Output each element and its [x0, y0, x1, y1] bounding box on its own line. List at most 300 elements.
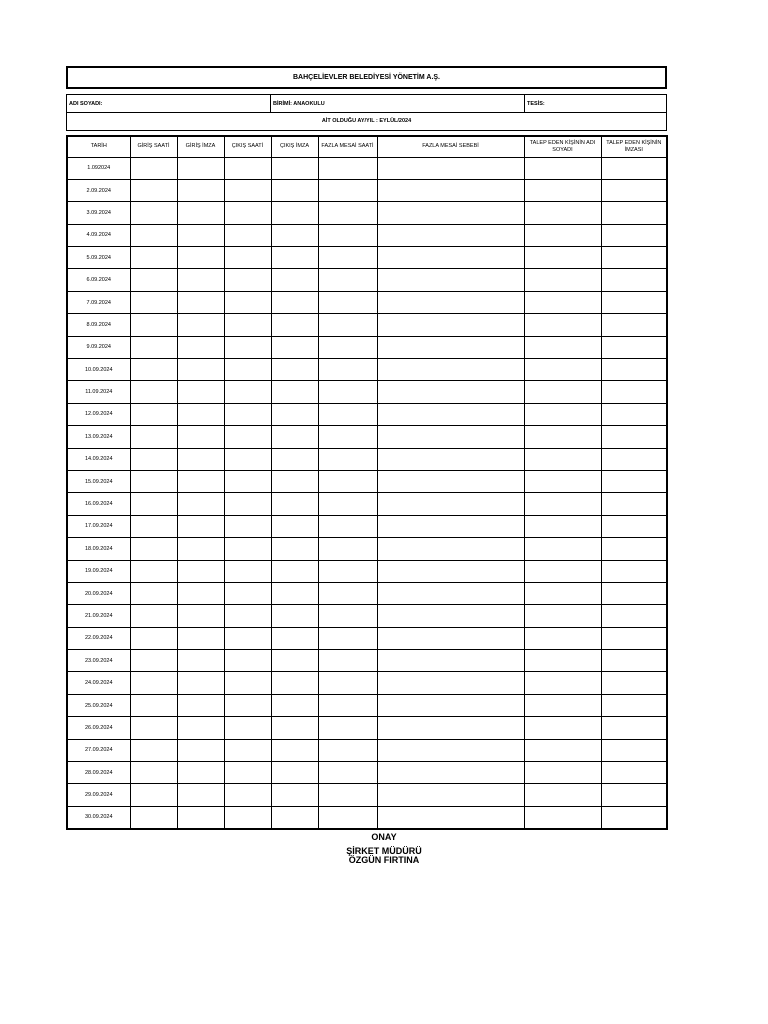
entry-cell[interactable]: [524, 403, 601, 425]
table-row: [67, 381, 667, 403]
entry-cell[interactable]: [224, 694, 271, 716]
entry-cell[interactable]: [601, 269, 667, 291]
entry-cell[interactable]: [177, 694, 224, 716]
entry-cell[interactable]: [524, 448, 601, 470]
entry-cell[interactable]: [224, 359, 271, 381]
entry-cell[interactable]: [177, 359, 224, 381]
entry-cell[interactable]: [224, 717, 271, 739]
entry-cell[interactable]: [130, 694, 177, 716]
entry-cell[interactable]: [377, 560, 524, 582]
entry-cell[interactable]: [318, 336, 377, 358]
entry-cell[interactable]: [377, 762, 524, 784]
entry-cell[interactable]: [224, 560, 271, 582]
table-row: [67, 202, 667, 224]
entry-cell[interactable]: [377, 179, 524, 201]
entry-cell[interactable]: [318, 806, 377, 828]
entry-cell[interactable]: [224, 291, 271, 313]
entry-cell[interactable]: [524, 179, 601, 201]
table-header-row: [67, 136, 667, 157]
entry-cell[interactable]: [318, 426, 377, 448]
entry-cell[interactable]: [224, 627, 271, 649]
entry-cell[interactable]: [224, 224, 271, 246]
entry-cell[interactable]: [601, 717, 667, 739]
date-cell: 4.09.2024: [67, 224, 130, 246]
date-cell: 28.09.2024: [67, 762, 130, 784]
entry-cell[interactable]: [271, 762, 318, 784]
entry-cell[interactable]: [177, 470, 224, 492]
entry-cell[interactable]: [271, 605, 318, 627]
entry-cell[interactable]: [601, 627, 667, 649]
entry-cell[interactable]: [377, 269, 524, 291]
entry-cell[interactable]: [177, 515, 224, 537]
entry-cell[interactable]: [318, 314, 377, 336]
entry-cell[interactable]: [318, 560, 377, 582]
entry-cell[interactable]: [130, 717, 177, 739]
entry-cell[interactable]: [601, 381, 667, 403]
table-row: [67, 448, 667, 470]
entry-cell[interactable]: [224, 493, 271, 515]
entry-cell[interactable]: [318, 694, 377, 716]
table-row: [67, 157, 667, 179]
entry-cell[interactable]: [130, 179, 177, 201]
entry-cell[interactable]: [318, 739, 377, 761]
entry-cell[interactable]: [177, 179, 224, 201]
entry-cell[interactable]: [224, 470, 271, 492]
entry-cell[interactable]: [271, 694, 318, 716]
entry-cell[interactable]: [177, 717, 224, 739]
entry-cell[interactable]: [601, 762, 667, 784]
entry-cell[interactable]: [177, 247, 224, 269]
entry-cell[interactable]: [601, 470, 667, 492]
table-row: [67, 269, 667, 291]
entry-cell[interactable]: [130, 359, 177, 381]
entry-cell[interactable]: [601, 336, 667, 358]
date-cell: 10.09.2024: [67, 359, 130, 381]
table-row: [67, 582, 667, 604]
entry-cell[interactable]: [524, 157, 601, 179]
entry-cell[interactable]: [377, 493, 524, 515]
entry-cell[interactable]: [524, 224, 601, 246]
entry-cell[interactable]: [377, 739, 524, 761]
table-row: [67, 247, 667, 269]
entry-cell[interactable]: [524, 560, 601, 582]
entry-cell[interactable]: [224, 202, 271, 224]
entry-cell[interactable]: [318, 605, 377, 627]
entry-cell[interactable]: [377, 582, 524, 604]
table-row: [67, 403, 667, 425]
entry-cell[interactable]: [318, 202, 377, 224]
entry-cell[interactable]: [377, 426, 524, 448]
table-row: [67, 627, 667, 649]
entry-cell[interactable]: [271, 202, 318, 224]
date-cell: 3.09.2024: [67, 202, 130, 224]
entry-cell[interactable]: [377, 672, 524, 694]
entry-cell[interactable]: [524, 381, 601, 403]
entry-cell[interactable]: [177, 403, 224, 425]
date-cell: 1.092024: [67, 157, 130, 179]
entry-cell[interactable]: [271, 784, 318, 806]
entry-cell[interactable]: [177, 448, 224, 470]
entry-cell[interactable]: [318, 582, 377, 604]
entry-cell[interactable]: [318, 627, 377, 649]
date-cell: 22.09.2024: [67, 627, 130, 649]
entry-cell[interactable]: [318, 493, 377, 515]
entry-cell[interactable]: [524, 269, 601, 291]
entry-cell[interactable]: [130, 291, 177, 313]
entry-cell[interactable]: [601, 426, 667, 448]
entry-cell[interactable]: [524, 672, 601, 694]
entry-cell[interactable]: [271, 269, 318, 291]
entry-cell[interactable]: [224, 762, 271, 784]
table-row: [67, 784, 667, 806]
entry-cell[interactable]: [271, 739, 318, 761]
employee-info-box: [66, 94, 667, 131]
entry-cell[interactable]: [271, 291, 318, 313]
entry-cell[interactable]: [177, 493, 224, 515]
entry-cell[interactable]: [271, 515, 318, 537]
entry-cell[interactable]: [377, 247, 524, 269]
entry-cell[interactable]: [377, 650, 524, 672]
entry-cell[interactable]: [601, 784, 667, 806]
entry-cell[interactable]: [130, 627, 177, 649]
column-header: GİRİŞ İMZA: [177, 136, 224, 157]
entry-cell[interactable]: [601, 359, 667, 381]
entry-cell[interactable]: [130, 605, 177, 627]
entry-cell[interactable]: [377, 157, 524, 179]
entry-cell[interactable]: [601, 560, 667, 582]
entry-cell[interactable]: [177, 560, 224, 582]
entry-cell[interactable]: [177, 538, 224, 560]
entry-cell[interactable]: [524, 336, 601, 358]
entry-cell[interactable]: [224, 784, 271, 806]
entry-cell[interactable]: [130, 762, 177, 784]
entry-cell[interactable]: [130, 448, 177, 470]
entry-cell[interactable]: [177, 291, 224, 313]
entry-cell[interactable]: [524, 582, 601, 604]
entry-cell[interactable]: [177, 739, 224, 761]
entry-cell[interactable]: [130, 426, 177, 448]
entry-cell[interactable]: [224, 336, 271, 358]
entry-cell[interactable]: [271, 582, 318, 604]
entry-cell[interactable]: [318, 179, 377, 201]
date-cell: 5.09.2024: [67, 247, 130, 269]
entry-cell[interactable]: [601, 157, 667, 179]
entry-cell[interactable]: [318, 448, 377, 470]
entry-cell[interactable]: [224, 538, 271, 560]
entry-cell[interactable]: [318, 403, 377, 425]
entry-cell[interactable]: [271, 493, 318, 515]
entry-cell[interactable]: [524, 650, 601, 672]
entry-cell[interactable]: [130, 650, 177, 672]
entry-cell[interactable]: [601, 515, 667, 537]
date-cell: 13.09.2024: [67, 426, 130, 448]
entry-cell[interactable]: [130, 806, 177, 828]
date-cell: 24.09.2024: [67, 672, 130, 694]
date-cell: 23.09.2024: [67, 650, 130, 672]
entry-cell[interactable]: [271, 157, 318, 179]
entry-cell[interactable]: [601, 403, 667, 425]
entry-cell[interactable]: [130, 314, 177, 336]
entry-cell[interactable]: [601, 650, 667, 672]
date-cell: 17.09.2024: [67, 515, 130, 537]
entry-cell[interactable]: [524, 538, 601, 560]
entry-cell[interactable]: [130, 224, 177, 246]
table-row: [67, 806, 667, 828]
entry-cell[interactable]: [601, 291, 667, 313]
entry-cell[interactable]: [524, 627, 601, 649]
entry-cell[interactable]: [271, 224, 318, 246]
entry-cell[interactable]: [177, 269, 224, 291]
entry-cell[interactable]: [524, 470, 601, 492]
entry-cell[interactable]: [271, 538, 318, 560]
entry-cell[interactable]: [271, 627, 318, 649]
table-row: [67, 426, 667, 448]
entry-cell[interactable]: [318, 762, 377, 784]
entry-cell[interactable]: [601, 672, 667, 694]
entry-cell[interactable]: [271, 336, 318, 358]
entry-cell[interactable]: [130, 381, 177, 403]
entry-cell[interactable]: [601, 538, 667, 560]
entry-cell[interactable]: [224, 515, 271, 537]
table-row: [67, 291, 667, 313]
entry-cell[interactable]: [318, 515, 377, 537]
entry-cell[interactable]: [377, 336, 524, 358]
entry-cell[interactable]: [318, 381, 377, 403]
entry-cell[interactable]: [524, 493, 601, 515]
table-row: [67, 538, 667, 560]
entry-cell[interactable]: [318, 784, 377, 806]
signer-title: ŞİRKET MÜDÜRÜ: [346, 846, 422, 856]
entry-cell[interactable]: [601, 202, 667, 224]
date-cell: 29.09.2024: [67, 784, 130, 806]
entry-cell[interactable]: [130, 739, 177, 761]
entry-cell[interactable]: [177, 336, 224, 358]
entry-cell[interactable]: [318, 247, 377, 269]
table-row: [67, 336, 667, 358]
date-cell: 27.09.2024: [67, 739, 130, 761]
entry-cell[interactable]: [377, 627, 524, 649]
table-row: [67, 359, 667, 381]
entry-cell[interactable]: [130, 157, 177, 179]
entry-cell[interactable]: [377, 359, 524, 381]
entry-cell[interactable]: [524, 605, 601, 627]
entry-cell[interactable]: [130, 672, 177, 694]
entry-cell[interactable]: [601, 493, 667, 515]
entry-cell[interactable]: [377, 605, 524, 627]
entry-cell[interactable]: [377, 515, 524, 537]
entry-cell[interactable]: [377, 470, 524, 492]
entry-cell[interactable]: [177, 605, 224, 627]
entry-cell[interactable]: [224, 806, 271, 828]
date-cell: 11.09.2024: [67, 381, 130, 403]
entry-cell[interactable]: [601, 247, 667, 269]
entry-cell[interactable]: [271, 448, 318, 470]
entry-cell[interactable]: [130, 269, 177, 291]
entry-cell[interactable]: [318, 269, 377, 291]
entry-cell[interactable]: [224, 381, 271, 403]
entry-cell[interactable]: [601, 739, 667, 761]
entry-cell[interactable]: [271, 359, 318, 381]
entry-cell[interactable]: [177, 582, 224, 604]
entry-cell[interactable]: [130, 784, 177, 806]
entry-cell[interactable]: [177, 314, 224, 336]
entry-cell[interactable]: [177, 426, 224, 448]
entry-cell[interactable]: [377, 224, 524, 246]
entry-cell[interactable]: [524, 784, 601, 806]
entry-cell[interactable]: [271, 672, 318, 694]
entry-cell[interactable]: [177, 672, 224, 694]
entry-cell[interactable]: [224, 269, 271, 291]
entry-cell[interactable]: [524, 762, 601, 784]
entry-cell[interactable]: [377, 403, 524, 425]
entry-cell[interactable]: [524, 426, 601, 448]
timesheet-table: [66, 135, 668, 830]
column-header: GİRİŞ SAATİ: [130, 136, 177, 157]
date-cell: 25.09.2024: [67, 694, 130, 716]
entry-cell[interactable]: [318, 359, 377, 381]
entry-cell[interactable]: [271, 470, 318, 492]
entry-cell[interactable]: [318, 650, 377, 672]
entry-cell[interactable]: [271, 426, 318, 448]
entry-cell[interactable]: [130, 202, 177, 224]
table-row: [67, 694, 667, 716]
entry-cell[interactable]: [271, 247, 318, 269]
entry-cell[interactable]: [601, 806, 667, 828]
column-header: FAZLA MESAİ SEBEBİ: [377, 136, 524, 157]
entry-cell[interactable]: [524, 515, 601, 537]
table-row: [67, 560, 667, 582]
entry-cell[interactable]: [224, 179, 271, 201]
entry-cell[interactable]: [271, 717, 318, 739]
entry-cell[interactable]: [224, 605, 271, 627]
entry-cell[interactable]: [271, 650, 318, 672]
name-field[interactable]: ADI SOYADI:: [69, 100, 103, 107]
entry-cell[interactable]: [601, 694, 667, 716]
entry-cell[interactable]: [524, 694, 601, 716]
entry-cell[interactable]: [224, 650, 271, 672]
entry-cell[interactable]: [601, 582, 667, 604]
entry-cell[interactable]: [318, 672, 377, 694]
entry-cell[interactable]: [271, 381, 318, 403]
entry-cell[interactable]: [177, 650, 224, 672]
entry-cell[interactable]: [377, 717, 524, 739]
entry-cell[interactable]: [224, 426, 271, 448]
entry-cell[interactable]: [524, 291, 601, 313]
entry-cell[interactable]: [377, 806, 524, 828]
entry-cell[interactable]: [377, 694, 524, 716]
facility-field[interactable]: TESİS:: [524, 95, 666, 112]
entry-cell[interactable]: [130, 515, 177, 537]
entry-cell[interactable]: [377, 448, 524, 470]
entry-cell[interactable]: [524, 806, 601, 828]
entry-cell[interactable]: [318, 224, 377, 246]
entry-cell[interactable]: [601, 448, 667, 470]
entry-cell[interactable]: [524, 202, 601, 224]
entry-cell[interactable]: [377, 538, 524, 560]
entry-cell[interactable]: [377, 202, 524, 224]
table-row: [67, 605, 667, 627]
entry-cell[interactable]: [130, 470, 177, 492]
entry-cell[interactable]: [177, 627, 224, 649]
table-row: [67, 515, 667, 537]
date-cell: 9.09.2024: [67, 336, 130, 358]
entry-cell[interactable]: [601, 179, 667, 201]
entry-cell[interactable]: [177, 784, 224, 806]
entry-cell[interactable]: [271, 560, 318, 582]
entry-cell[interactable]: [224, 448, 271, 470]
entry-cell[interactable]: [177, 202, 224, 224]
timesheet-body: [67, 157, 667, 829]
table-row: [67, 493, 667, 515]
entry-cell[interactable]: [524, 314, 601, 336]
entry-cell[interactable]: [271, 314, 318, 336]
entry-cell[interactable]: [524, 717, 601, 739]
entry-cell[interactable]: [318, 470, 377, 492]
table-row: [67, 739, 667, 761]
entry-cell[interactable]: [271, 179, 318, 201]
approval-label: ONAY: [371, 832, 397, 842]
entry-cell[interactable]: [524, 247, 601, 269]
entry-cell[interactable]: [224, 739, 271, 761]
entry-cell[interactable]: [377, 381, 524, 403]
entry-cell[interactable]: [130, 403, 177, 425]
entry-cell[interactable]: [524, 739, 601, 761]
date-cell: 18.09.2024: [67, 538, 130, 560]
date-cell: 20.09.2024: [67, 582, 130, 604]
entry-cell[interactable]: [130, 247, 177, 269]
column-header: TARİH: [67, 136, 130, 157]
entry-cell[interactable]: [224, 314, 271, 336]
date-cell: 30.09.2024: [67, 806, 130, 828]
entry-cell[interactable]: [177, 762, 224, 784]
entry-cell[interactable]: [601, 314, 667, 336]
column-header: FAZLA MESAİ SAATİ: [318, 136, 377, 157]
entry-cell[interactable]: [271, 403, 318, 425]
entry-cell[interactable]: [318, 717, 377, 739]
entry-cell[interactable]: [318, 291, 377, 313]
entry-cell[interactable]: [130, 493, 177, 515]
date-cell: 26.09.2024: [67, 717, 130, 739]
document-title: BAHÇELİEVLER BELEDİYESİ YÖNETİM A.Ş.: [292, 74, 441, 81]
entry-cell[interactable]: [177, 381, 224, 403]
entry-cell[interactable]: [177, 157, 224, 179]
entry-cell[interactable]: [177, 224, 224, 246]
entry-cell[interactable]: [377, 291, 524, 313]
entry-cell[interactable]: [130, 560, 177, 582]
entry-cell[interactable]: [130, 582, 177, 604]
entry-cell[interactable]: [130, 336, 177, 358]
entry-cell[interactable]: [377, 314, 524, 336]
entry-cell[interactable]: [224, 672, 271, 694]
entry-cell[interactable]: [601, 605, 667, 627]
entry-cell[interactable]: [177, 806, 224, 828]
entry-cell[interactable]: [271, 806, 318, 828]
entry-cell[interactable]: [224, 582, 271, 604]
column-header: TALEP EDEN KİŞİNİN ADI SOYADI: [524, 136, 601, 157]
date-cell: 8.09.2024: [67, 314, 130, 336]
entry-cell[interactable]: [130, 538, 177, 560]
entry-cell[interactable]: [377, 784, 524, 806]
entry-cell[interactable]: [318, 157, 377, 179]
entry-cell[interactable]: [601, 224, 667, 246]
entry-cell[interactable]: [318, 538, 377, 560]
entry-cell[interactable]: [224, 403, 271, 425]
entry-cell[interactable]: [224, 157, 271, 179]
entry-cell[interactable]: [224, 247, 271, 269]
signer-name: ÖZGÜN FIRTINA: [348, 855, 420, 865]
entry-cell[interactable]: [524, 359, 601, 381]
date-cell: 16.09.2024: [67, 493, 130, 515]
